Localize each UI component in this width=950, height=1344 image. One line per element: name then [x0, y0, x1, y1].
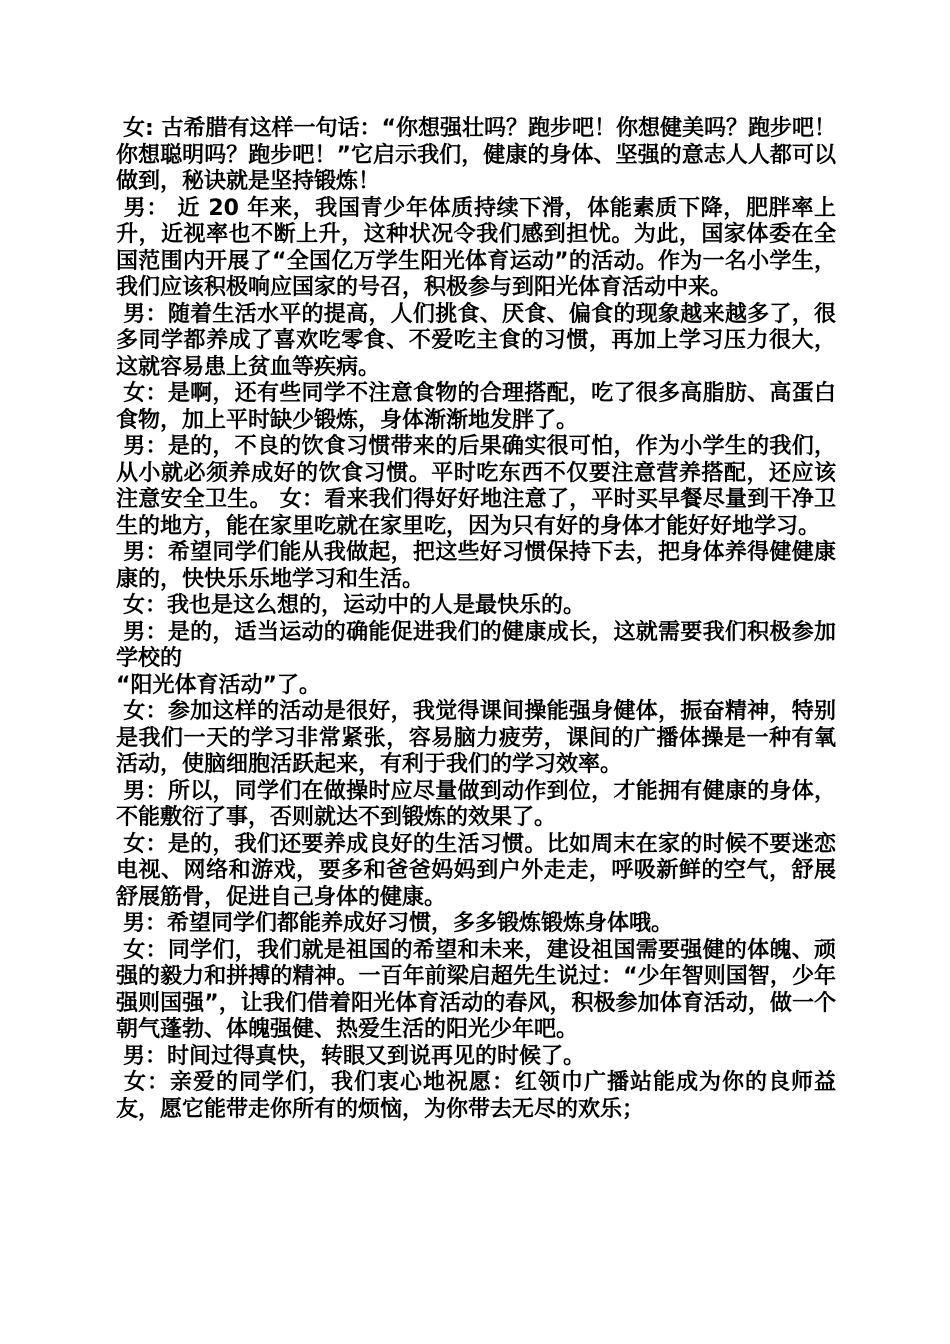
paragraph-3	[116, 302, 836, 382]
paragraph-text: 男：是的，适当运动的确能促进我们的健康成长，这就需要我们积极参加学校的	[116, 619, 836, 671]
paragraph-text: 男：希望同学们能从我做起，把这些好习惯保持下去，把身体养得健健康康的，快快乐乐地学习和生活。	[116, 540, 836, 592]
paragraph-11	[116, 779, 836, 832]
paragraph-9	[116, 673, 836, 700]
paragraph-text: 男： 近 20 年来，我国青少年体质持续下滑，体能素质下降，肥胖率上升，近视率也不断上升，这种状况令我们感到担忧。为此，国家体委在全国范围内开展了“全国亿万学生阳光体育运动”的活动。作为一名小学生，我们应该积极响应国家的号召，积极参与到阳光体育活动中来。	[116, 195, 836, 300]
paragraph-8	[116, 620, 836, 673]
paragraph-6	[116, 540, 836, 593]
paragraph-text: 女：我也是这么想的，运动中的人是最快乐的。	[123, 593, 586, 618]
paragraph-2	[116, 196, 836, 302]
paragraph-15	[116, 1044, 836, 1071]
paragraph-text: 男：时间过得真快，转眼又到说再见的时候了。	[123, 1043, 586, 1069]
paragraph-12	[116, 832, 836, 912]
paragraph-4	[116, 381, 836, 434]
paragraph-text: 男：所以，同学们在做操时应尽量做到动作到位，才能拥有健康的身体，不能敷衍了事，否则就达不到锻炼的效果了。	[116, 778, 836, 830]
paragraph-text: 女：同学们，我们就是祖国的希望和未来，建设祖国需要强健的体魄、顽强的毅力和拼搏的精神。一百年前梁启超先生说过：“少年智则国智，少年强则国强”，让我们借着阳光体育活动的春风，积极参加体育活动，做一个朝气蓬勃、体魄强健、热爱生活的阳光少年吧。	[116, 937, 836, 1042]
paragraph-7	[116, 593, 836, 620]
paragraph-text: 女：参加这样的活动是很好，我觉得课间操能强身健体，振奋精神，特别是我们一天的学习非常紧张，容易脑力疲劳，课间的广播体操是一种有氧活动，使脑细胞活跃起来，有利于我们的学习效率。	[116, 699, 836, 777]
document-page	[116, 116, 836, 1123]
paragraph-text: 男：随着生活水平的提高，人们挑食、厌食、偏食的现象越来越多了，很多同学都养成了喜欢吃零食、不爱吃主食的习惯，再加上学习压力很大，这就容易患上贫血等疾病。	[116, 301, 836, 380]
paragraph-text: 女: 古希腊有这样一句话：“你想强壮吗？跑步吧！你想健美吗？跑步吧！你想聪明吗？跑步吧！”它启示我们，健康的身体、坚强的意志人人都可以做到，秘诀就是坚持锻炼！	[116, 116, 836, 194]
paragraph-text: 男：是的，不良的饮食习惯带来的后果确实很可怕，作为小学生的我们，从小就必须养成好的饮食习惯。平时吃东西不仅要注意营养搭配，还应该注意安全卫生。 女：看来我们得好好地注意了，平时买早餐尽量到干净卫生的地方，能在家里吃就在家里吃，因为只有好的身体才能好好地学习。	[116, 434, 836, 539]
paragraph-text: 女：亲爱的同学们，我们衷心地祝愿：红领巾广播站能成为你的良师益友，愿它能带走你所有的烦恼，为你带去无尽的欢乐；	[116, 1070, 836, 1122]
paragraph-5	[116, 434, 836, 540]
paragraph-text: “阳光体育活动”了。	[116, 672, 321, 698]
paragraph-text: 女：是啊，还有些同学不注意食物的合理搭配，吃了很多高脂肪、高蛋白食物，加上平时缺少锻炼，身体渐渐地发胖了。	[116, 381, 836, 433]
paragraph-16	[116, 1070, 836, 1123]
paragraph-text: 女：是的，我们还要养成良好的生活习惯。比如周末在家的时候不要迷恋电视、网络和游戏，要多和爸爸妈妈到户外走走，呼吸新鲜的空气，舒展舒展筋骨，促进自己身体的健康。	[116, 831, 836, 910]
paragraph-1	[116, 116, 836, 196]
paragraph-14	[116, 938, 836, 1044]
paragraph-13	[116, 911, 836, 938]
paragraph-text: 男：希望同学们都能养成好习惯，多多锻炼锻炼身体哦。	[123, 911, 674, 936]
paragraph-10	[116, 699, 836, 779]
